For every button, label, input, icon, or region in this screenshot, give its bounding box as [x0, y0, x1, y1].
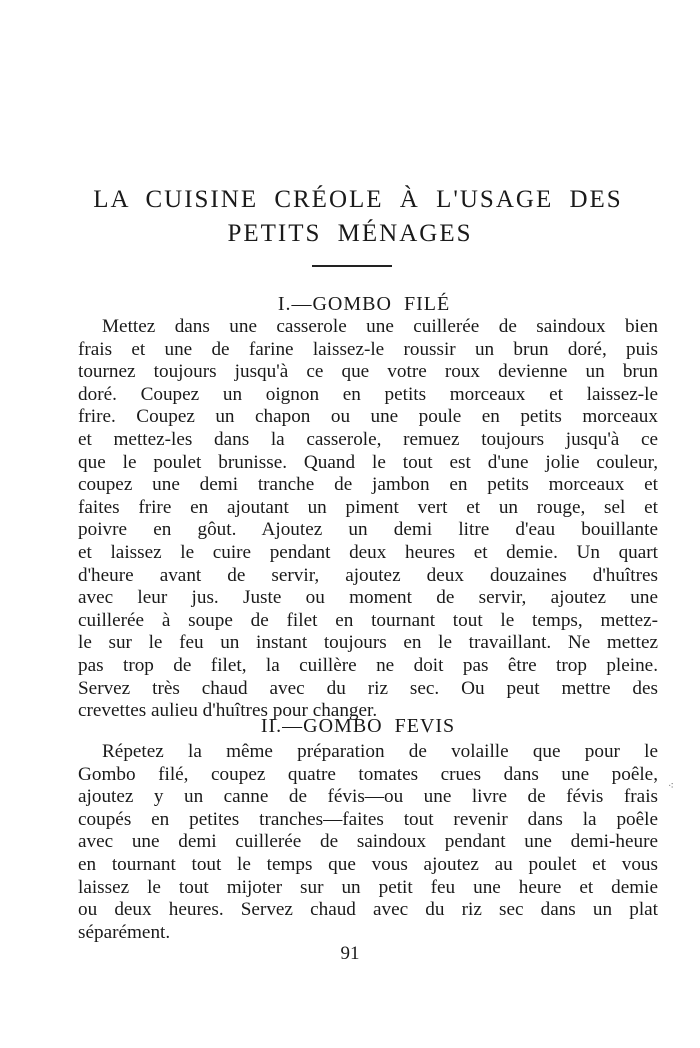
title-divider — [312, 265, 392, 267]
text-line: cuillerée à soupe de filet en tournant tout le temps, mettez- — [78, 609, 658, 631]
text-line: poivre en gôut. Ajoutez un demi litre d'eau bouillante — [78, 519, 658, 541]
text-line: Gombo filé, coupez quatre tomates crues dans une poêle, — [78, 763, 658, 785]
text-line: Mettez dans une casserole une cuillerée de saindoux bien — [102, 316, 658, 337]
text-line: le sur le feu un instant toujours en le travaillant. Ne mettez — [78, 632, 658, 654]
text-line: avec leur jus. Juste ou moment de servir, ajoutez une — [78, 587, 658, 609]
text-line: Répetez la même préparation de volaille que pour le — [102, 741, 658, 762]
text-line: doré. Coupez un oignon en petits morceaux et laissez-le — [78, 383, 658, 405]
text-line: et laissez le cuire pendant deux heures et demie. Un quart — [78, 541, 658, 563]
title-line-1: LA CUISINE CRÉOLE À L'USAGE DES — [93, 186, 623, 213]
text-line: crevettes aulieu d'huîtres pour changer. — [78, 700, 378, 722]
page-number: 91 — [340, 943, 360, 964]
scan-speck: ⁖ — [668, 781, 674, 792]
text-line: et mettez-les dans la casserole, remuez toujours jusqu'à ce — [78, 428, 658, 450]
text-line: avec une demi cuillerée de saindoux pendant une demi-heure — [78, 831, 658, 853]
recipe-paragraph-gombo-fevis — [78, 741, 658, 944]
text-line: frire. Coupez un chapon ou une poule en petits morceaux — [78, 406, 658, 428]
text-line: frais et une de farine laissez-le roussir un brun doré, puis — [78, 338, 658, 360]
text-line: laissez le tout mijoter sur un petit feu une heure et demie — [78, 876, 658, 898]
text-line: séparément. — [78, 921, 171, 943]
text-line: en tournant tout le temps que vous ajoutez au poulet et vous — [78, 853, 658, 875]
text-line: coupés en petites tranches—faites tout revenir dans la poêle — [78, 808, 658, 830]
text-line: pas trop de filet, la cuillère ne doit pas être trop pleine. — [78, 654, 658, 676]
text-line: coupez une demi tranche de jambon en petits morceaux et — [78, 474, 658, 496]
text-line: ou deux heures. Servez chaud avec du riz sec dans un plat — [78, 899, 658, 921]
section-heading-gombo-file: I.—GOMBO FILÉ — [277, 293, 451, 315]
text-line: faites frire en ajoutant un piment vert et un rouge, sel et — [78, 496, 658, 518]
section-heading-gombo-fevis: II.—GOMBO FEVIS — [260, 715, 456, 737]
text-line: d'heure avant de servir, ajoutez deux douzaines d'huîtres — [78, 564, 658, 586]
title-line-2: PETITS MÉNAGES — [227, 220, 473, 247]
text-line: tournez toujours jusqu'à ce que votre roux devienne un brun — [78, 361, 658, 383]
text-line: ajoutez y un canne de févis—ou une livre de févis frais — [78, 786, 658, 808]
text-line: que le poulet brunisse. Quand le tout est d'une jolie couleur, — [78, 451, 658, 473]
text-line: Servez très chaud avec du riz sec. Ou peut mettre des — [78, 677, 658, 699]
recipe-paragraph-gombo-file — [78, 316, 658, 723]
